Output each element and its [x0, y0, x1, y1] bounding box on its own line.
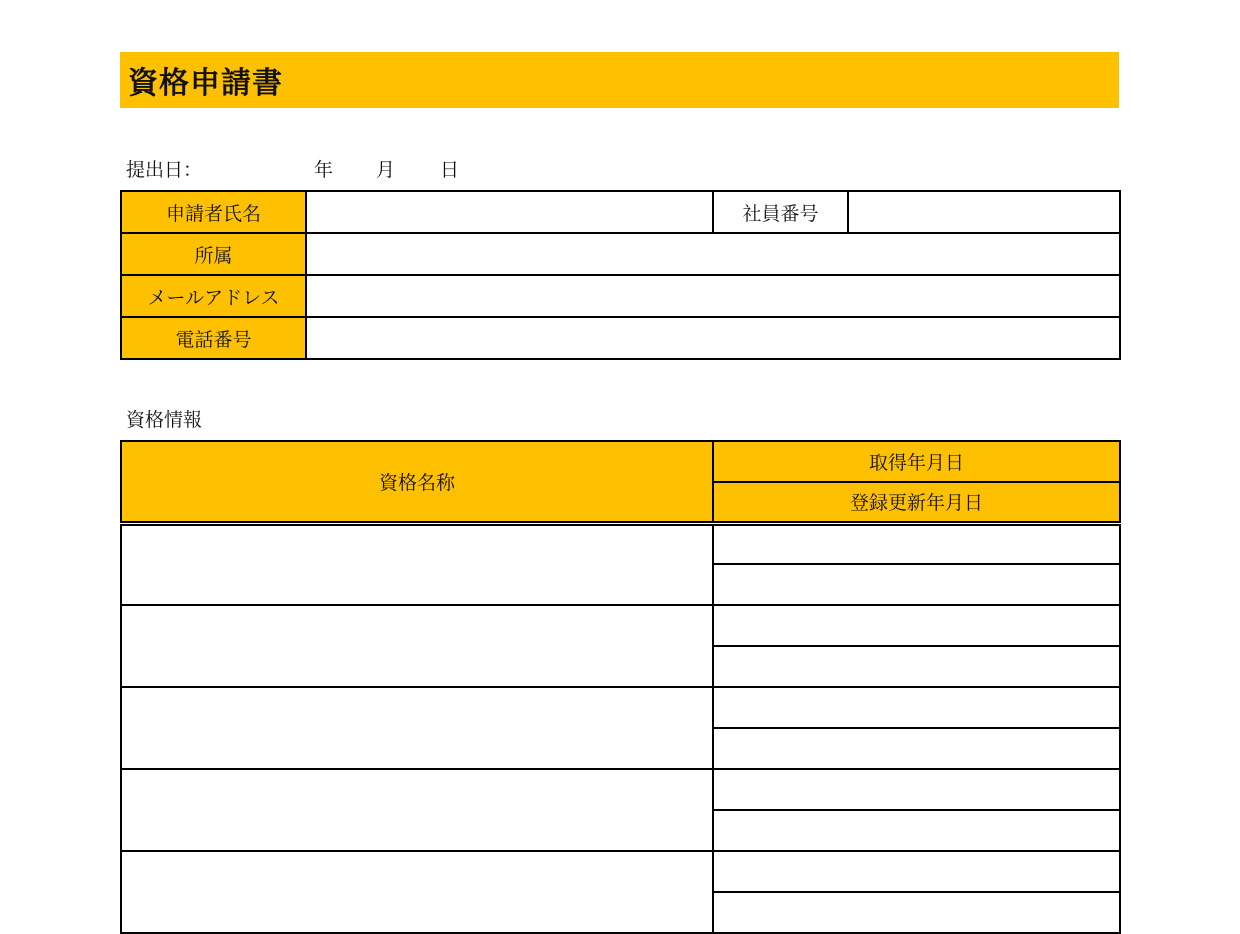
submission-day-unit: 日	[440, 159, 460, 181]
qualification-table	[120, 440, 1121, 934]
renewal-date-field[interactable]	[713, 646, 1120, 687]
qualification-name-field[interactable]	[121, 605, 713, 687]
applicant-name-field[interactable]	[306, 191, 713, 233]
acquired-date-field[interactable]	[713, 851, 1120, 892]
renewal-date-field[interactable]	[713, 892, 1120, 933]
qualification-name-field[interactable]	[121, 687, 713, 769]
renewal-date-field[interactable]	[713, 564, 1120, 605]
renewal-date-field[interactable]	[713, 728, 1120, 769]
department-row	[121, 233, 1120, 275]
employee-id-field[interactable]	[848, 191, 1120, 233]
email-field[interactable]	[306, 275, 1120, 317]
qualification-row	[121, 605, 1120, 646]
form-title	[120, 52, 1119, 108]
acquired-date-field[interactable]	[713, 605, 1120, 646]
department-label: 所属	[121, 233, 306, 275]
email-label: メールアドレス	[121, 275, 306, 317]
acquired-date-field[interactable]	[713, 687, 1120, 728]
phone-label: 電話番号	[121, 317, 306, 359]
applicant-info-table	[120, 190, 1121, 360]
qualification-section-label: 資格情報	[126, 409, 203, 431]
phone-field[interactable]	[306, 317, 1120, 359]
employee-id-label: 社員番号	[713, 191, 848, 233]
submission-year-unit: 年	[314, 159, 334, 181]
acquired-date-field[interactable]	[713, 523, 1120, 564]
renewal-date-field[interactable]	[713, 810, 1120, 851]
qualification-row	[121, 851, 1120, 892]
applicant-name-row	[121, 191, 1120, 233]
qualification-name-header: 資格名称	[121, 441, 713, 523]
department-field[interactable]	[306, 233, 1120, 275]
submission-month-unit: 月	[376, 159, 396, 181]
qualification-name-field[interactable]	[121, 769, 713, 851]
acquired-date-field[interactable]	[713, 769, 1120, 810]
qualification-row	[121, 523, 1120, 564]
form-title-text: 資格申請書	[128, 66, 283, 101]
submission-date-label: 提出日：	[126, 159, 203, 181]
acquired-date-header: 取得年月日	[713, 441, 1120, 482]
phone-row	[121, 317, 1120, 359]
renewal-date-header: 登録更新年月日	[713, 482, 1120, 523]
qualification-name-field[interactable]	[121, 851, 713, 933]
qualification-name-field[interactable]	[121, 523, 713, 605]
qualification-row	[121, 769, 1120, 810]
email-row	[121, 275, 1120, 317]
qualification-row	[121, 687, 1120, 728]
qualification-header-row	[121, 441, 1120, 482]
applicant-name-label: 申請者氏名	[121, 191, 306, 233]
